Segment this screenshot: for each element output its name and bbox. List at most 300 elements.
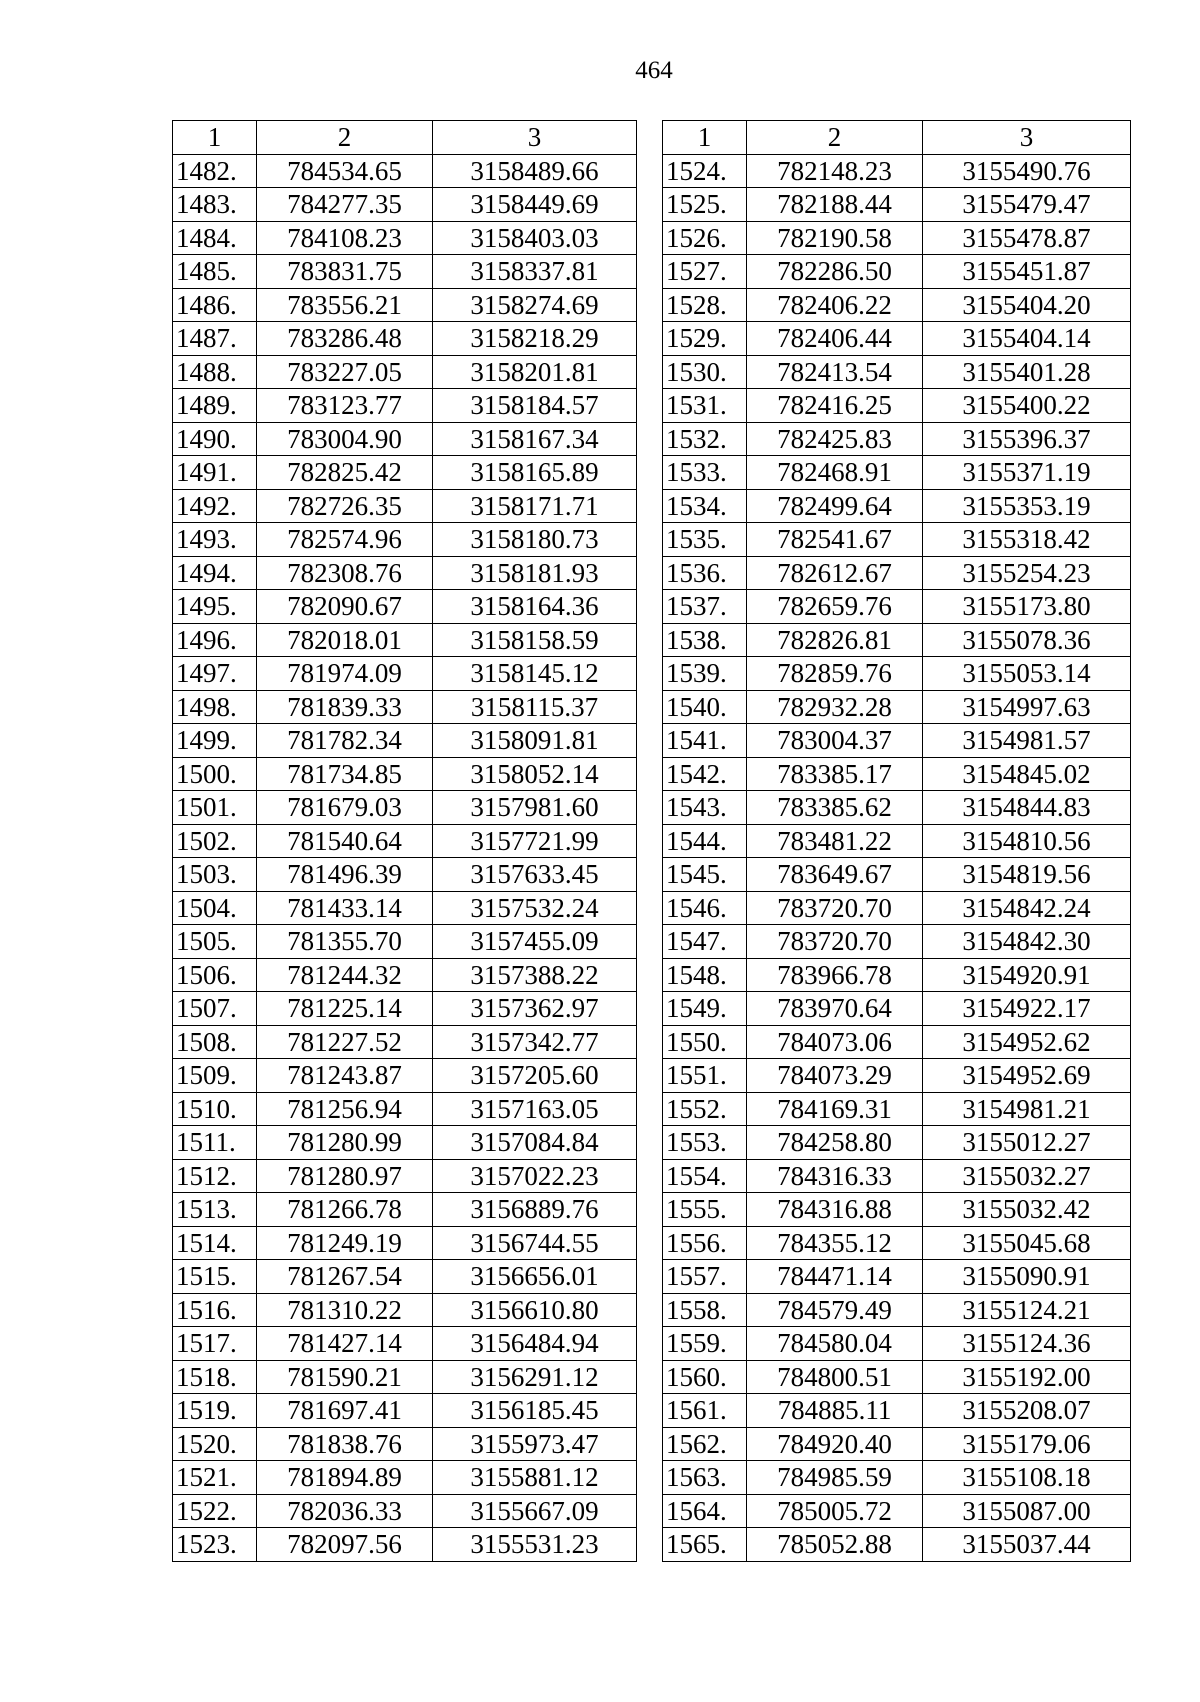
coordinate-y-cell: 3155090.91 [923, 1260, 1131, 1294]
column-header-2: 2 [257, 121, 433, 155]
point-number-cell: 1515. [173, 1260, 257, 1294]
table-row [173, 154, 637, 188]
point-number-cell: 1492. [173, 489, 257, 523]
coordinate-y-cell: 3157455.09 [433, 925, 637, 959]
table-row [663, 389, 1131, 423]
point-number-cell: 1502. [173, 824, 257, 858]
point-number-cell: 1532. [663, 422, 747, 456]
coordinate-x-cell: 784073.29 [747, 1059, 923, 1093]
coordinate-y-cell: 3155478.87 [923, 221, 1131, 255]
table-row [663, 1394, 1131, 1428]
coordinate-y-cell: 3158180.73 [433, 523, 637, 557]
coordinate-x-cell: 783720.70 [747, 891, 923, 925]
coordinate-x-cell: 781267.54 [257, 1260, 433, 1294]
table-row [173, 590, 637, 624]
coordinate-x-cell: 783123.77 [257, 389, 433, 423]
point-number-cell: 1547. [663, 925, 747, 959]
table-row [663, 489, 1131, 523]
coordinate-y-cell: 3158274.69 [433, 288, 637, 322]
table-row [663, 556, 1131, 590]
coordinate-x-cell: 782659.76 [747, 590, 923, 624]
table-row [663, 1427, 1131, 1461]
table-row [663, 791, 1131, 825]
coordinate-y-cell: 3156889.76 [433, 1193, 637, 1227]
table-row [173, 1360, 637, 1394]
table-row [173, 288, 637, 322]
point-number-cell: 1565. [663, 1528, 747, 1562]
table-row [663, 623, 1131, 657]
point-number-cell: 1554. [663, 1159, 747, 1193]
coordinate-x-cell: 782416.25 [747, 389, 923, 423]
table-row [173, 1059, 637, 1093]
table-row [173, 623, 637, 657]
coordinate-y-cell: 3155254.23 [923, 556, 1131, 590]
coordinate-y-cell: 3154981.57 [923, 724, 1131, 758]
point-number-cell: 1541. [663, 724, 747, 758]
point-number-cell: 1487. [173, 322, 257, 356]
point-number-cell: 1553. [663, 1126, 747, 1160]
coordinate-y-cell: 3157342.77 [433, 1025, 637, 1059]
table-row [663, 925, 1131, 959]
coordinate-x-cell: 781280.99 [257, 1126, 433, 1160]
point-number-cell: 1513. [173, 1193, 257, 1227]
table-row [173, 188, 637, 222]
table-row [173, 422, 637, 456]
coordinate-x-cell: 784108.23 [257, 221, 433, 255]
coordinate-y-cell: 3157633.45 [433, 858, 637, 892]
coordinate-x-cell: 782932.28 [747, 690, 923, 724]
coordinate-y-cell: 3155179.06 [923, 1427, 1131, 1461]
coordinate-x-cell: 783004.37 [747, 724, 923, 758]
coordinate-x-cell: 782406.22 [747, 288, 923, 322]
table-row [173, 355, 637, 389]
table-row [173, 1461, 637, 1495]
coordinate-y-cell: 3155396.37 [923, 422, 1131, 456]
coordinate-x-cell: 781244.32 [257, 958, 433, 992]
coordinates-table-left [172, 120, 637, 1562]
point-number-cell: 1495. [173, 590, 257, 624]
point-number-cell: 1491. [173, 456, 257, 490]
coordinate-y-cell: 3154952.62 [923, 1025, 1131, 1059]
point-number-cell: 1543. [663, 791, 747, 825]
table-row [173, 690, 637, 724]
point-number-cell: 1538. [663, 623, 747, 657]
table-row [173, 657, 637, 691]
coordinate-x-cell: 784580.04 [747, 1327, 923, 1361]
coordinate-y-cell: 3155087.00 [923, 1494, 1131, 1528]
coordinate-y-cell: 3158165.89 [433, 456, 637, 490]
coordinate-x-cell: 783227.05 [257, 355, 433, 389]
coordinate-y-cell: 3154845.02 [923, 757, 1131, 791]
coordinate-x-cell: 784316.33 [747, 1159, 923, 1193]
table-row [173, 221, 637, 255]
coordinate-y-cell: 3155353.19 [923, 489, 1131, 523]
point-number-cell: 1501. [173, 791, 257, 825]
coordinate-x-cell: 781266.78 [257, 1193, 433, 1227]
coordinate-x-cell: 781894.89 [257, 1461, 433, 1495]
coordinate-x-cell: 781590.21 [257, 1360, 433, 1394]
coordinate-x-cell: 784355.12 [747, 1226, 923, 1260]
coordinate-y-cell: 3158052.14 [433, 757, 637, 791]
table-header-row [173, 121, 637, 155]
point-number-cell: 1518. [173, 1360, 257, 1394]
table-row [663, 657, 1131, 691]
coordinate-y-cell: 3155490.76 [923, 154, 1131, 188]
table-row [173, 958, 637, 992]
coordinate-y-cell: 3154920.91 [923, 958, 1131, 992]
coordinate-x-cell: 781782.34 [257, 724, 433, 758]
point-number-cell: 1507. [173, 992, 257, 1026]
coordinate-y-cell: 3158184.57 [433, 389, 637, 423]
coordinate-x-cell: 783004.90 [257, 422, 433, 456]
coordinate-x-cell: 782286.50 [747, 255, 923, 289]
table-row [663, 188, 1131, 222]
table-row [663, 1327, 1131, 1361]
coordinate-y-cell: 3154844.83 [923, 791, 1131, 825]
coordinate-y-cell: 3155192.00 [923, 1360, 1131, 1394]
point-number-cell: 1517. [173, 1327, 257, 1361]
coordinate-y-cell: 3158201.81 [433, 355, 637, 389]
coordinate-y-cell: 3155404.20 [923, 288, 1131, 322]
coordinate-x-cell: 784885.11 [747, 1394, 923, 1428]
coordinate-x-cell: 781225.14 [257, 992, 433, 1026]
coordinate-x-cell: 782308.76 [257, 556, 433, 590]
coordinate-y-cell: 3157084.84 [433, 1126, 637, 1160]
point-number-cell: 1530. [663, 355, 747, 389]
table-row [663, 456, 1131, 490]
coordinate-y-cell: 3156291.12 [433, 1360, 637, 1394]
coordinate-x-cell: 782612.67 [747, 556, 923, 590]
coordinate-y-cell: 3154810.56 [923, 824, 1131, 858]
table-row [663, 355, 1131, 389]
coordinate-x-cell: 782090.67 [257, 590, 433, 624]
table-row [173, 523, 637, 557]
point-number-cell: 1523. [173, 1528, 257, 1562]
table-row [663, 154, 1131, 188]
point-number-cell: 1496. [173, 623, 257, 657]
table-row [663, 690, 1131, 724]
point-number-cell: 1511. [173, 1126, 257, 1160]
point-number-cell: 1535. [663, 523, 747, 557]
point-number-cell: 1528. [663, 288, 747, 322]
table-row [173, 1528, 637, 1562]
point-number-cell: 1531. [663, 389, 747, 423]
coordinate-y-cell: 3155053.14 [923, 657, 1131, 691]
coordinate-x-cell: 781679.03 [257, 791, 433, 825]
coordinate-y-cell: 3155881.12 [433, 1461, 637, 1495]
coordinate-x-cell: 781355.70 [257, 925, 433, 959]
table-row [173, 556, 637, 590]
point-number-cell: 1526. [663, 221, 747, 255]
coordinate-y-cell: 3155404.14 [923, 322, 1131, 356]
coordinate-x-cell: 782468.91 [747, 456, 923, 490]
point-number-cell: 1510. [173, 1092, 257, 1126]
table-row [173, 858, 637, 892]
point-number-cell: 1500. [173, 757, 257, 791]
coordinate-x-cell: 781310.22 [257, 1293, 433, 1327]
point-number-cell: 1542. [663, 757, 747, 791]
coordinate-x-cell: 781243.87 [257, 1059, 433, 1093]
point-number-cell: 1527. [663, 255, 747, 289]
coordinate-x-cell: 783385.17 [747, 757, 923, 791]
coordinate-y-cell: 3154842.24 [923, 891, 1131, 925]
coordinate-x-cell: 784258.80 [747, 1126, 923, 1160]
coordinate-x-cell: 781496.39 [257, 858, 433, 892]
table-row [173, 1092, 637, 1126]
coordinate-x-cell: 781227.52 [257, 1025, 433, 1059]
table-row [663, 1092, 1131, 1126]
coordinate-x-cell: 781427.14 [257, 1327, 433, 1361]
point-number-cell: 1548. [663, 958, 747, 992]
coordinate-y-cell: 3158181.93 [433, 556, 637, 590]
point-number-cell: 1560. [663, 1360, 747, 1394]
point-number-cell: 1545. [663, 858, 747, 892]
point-number-cell: 1512. [173, 1159, 257, 1193]
table-row [663, 1293, 1131, 1327]
point-number-cell: 1508. [173, 1025, 257, 1059]
coordinate-x-cell: 783966.78 [747, 958, 923, 992]
point-number-cell: 1516. [173, 1293, 257, 1327]
table-row [173, 925, 637, 959]
coordinate-x-cell: 781249.19 [257, 1226, 433, 1260]
coordinate-y-cell: 3155479.47 [923, 188, 1131, 222]
point-number-cell: 1490. [173, 422, 257, 456]
coordinate-y-cell: 3155400.22 [923, 389, 1131, 423]
coordinate-x-cell: 783649.67 [747, 858, 923, 892]
coordinate-y-cell: 3156610.80 [433, 1293, 637, 1327]
coordinate-x-cell: 784920.40 [747, 1427, 923, 1461]
coordinate-x-cell: 784800.51 [747, 1360, 923, 1394]
coordinate-y-cell: 3156185.45 [433, 1394, 637, 1428]
coordinate-x-cell: 782188.44 [747, 188, 923, 222]
point-number-cell: 1552. [663, 1092, 747, 1126]
coordinate-y-cell: 3155371.19 [923, 456, 1131, 490]
point-number-cell: 1486. [173, 288, 257, 322]
coordinate-y-cell: 3155124.21 [923, 1293, 1131, 1327]
point-number-cell: 1522. [173, 1494, 257, 1528]
coordinate-x-cell: 782406.44 [747, 322, 923, 356]
point-number-cell: 1562. [663, 1427, 747, 1461]
point-number-cell: 1494. [173, 556, 257, 590]
point-number-cell: 1557. [663, 1260, 747, 1294]
point-number-cell: 1497. [173, 657, 257, 691]
coordinate-x-cell: 784534.65 [257, 154, 433, 188]
point-number-cell: 1483. [173, 188, 257, 222]
table-row [663, 1025, 1131, 1059]
coordinate-y-cell: 3154952.69 [923, 1059, 1131, 1093]
column-header-2: 2 [747, 121, 923, 155]
coordinate-x-cell: 781838.76 [257, 1427, 433, 1461]
coordinate-x-cell: 782825.42 [257, 456, 433, 490]
coordinate-y-cell: 3157721.99 [433, 824, 637, 858]
table-row [173, 456, 637, 490]
coordinate-x-cell: 782036.33 [257, 1494, 433, 1528]
table-row [663, 1059, 1131, 1093]
point-number-cell: 1564. [663, 1494, 747, 1528]
point-number-cell: 1529. [663, 322, 747, 356]
point-number-cell: 1482. [173, 154, 257, 188]
coordinate-y-cell: 3155973.47 [433, 1427, 637, 1461]
coordinate-y-cell: 3155667.09 [433, 1494, 637, 1528]
point-number-cell: 1534. [663, 489, 747, 523]
coordinate-y-cell: 3158091.81 [433, 724, 637, 758]
point-number-cell: 1539. [663, 657, 747, 691]
coordinate-y-cell: 3157163.05 [433, 1092, 637, 1126]
coordinate-x-cell: 781734.85 [257, 757, 433, 791]
table-row [663, 1461, 1131, 1495]
table-row [663, 1494, 1131, 1528]
table-row [663, 958, 1131, 992]
table-row [663, 1260, 1131, 1294]
coordinate-y-cell: 3158171.71 [433, 489, 637, 523]
table-row [663, 757, 1131, 791]
point-number-cell: 1537. [663, 590, 747, 624]
coordinate-y-cell: 3155173.80 [923, 590, 1131, 624]
table-row [663, 824, 1131, 858]
table-row [173, 255, 637, 289]
coordinate-x-cell: 781540.64 [257, 824, 433, 858]
point-number-cell: 1549. [663, 992, 747, 1026]
table-row [663, 523, 1131, 557]
point-number-cell: 1546. [663, 891, 747, 925]
table-row [173, 1394, 637, 1428]
coordinate-y-cell: 3155045.68 [923, 1226, 1131, 1260]
table-row [663, 322, 1131, 356]
table-row [173, 891, 637, 925]
coordinate-x-cell: 782574.96 [257, 523, 433, 557]
coordinate-x-cell: 782826.81 [747, 623, 923, 657]
coordinate-y-cell: 3155032.27 [923, 1159, 1131, 1193]
coordinate-y-cell: 3154997.63 [923, 690, 1131, 724]
table-row [173, 1193, 637, 1227]
coordinate-y-cell: 3157205.60 [433, 1059, 637, 1093]
coordinate-x-cell: 784169.31 [747, 1092, 923, 1126]
coordinate-x-cell: 784073.06 [747, 1025, 923, 1059]
point-number-cell: 1525. [663, 188, 747, 222]
coordinate-x-cell: 781839.33 [257, 690, 433, 724]
coordinate-y-cell: 3157362.97 [433, 992, 637, 1026]
point-number-cell: 1505. [173, 925, 257, 959]
coordinate-y-cell: 3158449.69 [433, 188, 637, 222]
coordinate-x-cell: 782726.35 [257, 489, 433, 523]
coordinate-x-cell: 784316.88 [747, 1193, 923, 1227]
table-row [663, 288, 1131, 322]
coordinate-y-cell: 3155032.42 [923, 1193, 1131, 1227]
table-row [173, 791, 637, 825]
coordinate-y-cell: 3158218.29 [433, 322, 637, 356]
coordinate-x-cell: 781697.41 [257, 1394, 433, 1428]
point-number-cell: 1484. [173, 221, 257, 255]
table-row [663, 992, 1131, 1026]
coordinate-x-cell: 782190.58 [747, 221, 923, 255]
table-row [173, 992, 637, 1026]
point-number-cell: 1551. [663, 1059, 747, 1093]
table-row [663, 1159, 1131, 1193]
table-row [173, 1327, 637, 1361]
point-number-cell: 1558. [663, 1293, 747, 1327]
coordinate-y-cell: 3158115.37 [433, 690, 637, 724]
coordinate-y-cell: 3158145.12 [433, 657, 637, 691]
coordinate-y-cell: 3158167.34 [433, 422, 637, 456]
point-number-cell: 1504. [173, 891, 257, 925]
table-row [173, 724, 637, 758]
table-row [663, 255, 1131, 289]
table-row [173, 757, 637, 791]
coordinate-y-cell: 3157981.60 [433, 791, 637, 825]
coordinate-y-cell: 3155012.27 [923, 1126, 1131, 1160]
coordinate-y-cell: 3158403.03 [433, 221, 637, 255]
point-number-cell: 1524. [663, 154, 747, 188]
point-number-cell: 1506. [173, 958, 257, 992]
point-number-cell: 1498. [173, 690, 257, 724]
table-row [663, 724, 1131, 758]
table-row [663, 221, 1131, 255]
point-number-cell: 1503. [173, 858, 257, 892]
table-row [173, 1427, 637, 1461]
coordinate-y-cell: 3158337.81 [433, 255, 637, 289]
coordinate-x-cell: 782148.23 [747, 154, 923, 188]
coordinates-table-right [662, 120, 1131, 1562]
coordinate-x-cell: 783286.48 [257, 322, 433, 356]
column-header-3: 3 [433, 121, 637, 155]
point-number-cell: 1493. [173, 523, 257, 557]
table-row [663, 1226, 1131, 1260]
coordinate-x-cell: 782541.67 [747, 523, 923, 557]
coordinate-x-cell: 783831.75 [257, 255, 433, 289]
column-header-1: 1 [173, 121, 257, 155]
coordinate-x-cell: 785052.88 [747, 1528, 923, 1562]
coordinate-y-cell: 3157388.22 [433, 958, 637, 992]
table-row [173, 1494, 637, 1528]
coordinate-y-cell: 3155078.36 [923, 623, 1131, 657]
coordinate-x-cell: 781280.97 [257, 1159, 433, 1193]
coordinate-y-cell: 3155318.42 [923, 523, 1131, 557]
coordinate-x-cell: 782859.76 [747, 657, 923, 691]
coordinate-x-cell: 784277.35 [257, 188, 433, 222]
coordinate-x-cell: 783556.21 [257, 288, 433, 322]
point-number-cell: 1514. [173, 1226, 257, 1260]
coordinate-x-cell: 784579.49 [747, 1293, 923, 1327]
coordinate-y-cell: 3158164.36 [433, 590, 637, 624]
coordinate-y-cell: 3155531.23 [433, 1528, 637, 1562]
coordinate-y-cell: 3155451.87 [923, 255, 1131, 289]
point-number-cell: 1521. [173, 1461, 257, 1495]
point-number-cell: 1485. [173, 255, 257, 289]
page-number: 464 [635, 57, 673, 84]
point-number-cell: 1540. [663, 690, 747, 724]
coordinate-x-cell: 782425.83 [747, 422, 923, 456]
coordinate-y-cell: 3155108.18 [923, 1461, 1131, 1495]
coordinate-x-cell: 781256.94 [257, 1092, 433, 1126]
table-row [173, 1159, 637, 1193]
coordinate-y-cell: 3158158.59 [433, 623, 637, 657]
coordinate-y-cell: 3157532.24 [433, 891, 637, 925]
point-number-cell: 1533. [663, 456, 747, 490]
coordinate-y-cell: 3155124.36 [923, 1327, 1131, 1361]
table-row [173, 489, 637, 523]
coordinate-y-cell: 3156484.94 [433, 1327, 637, 1361]
coordinate-y-cell: 3155401.28 [923, 355, 1131, 389]
coordinate-y-cell: 3155208.07 [923, 1394, 1131, 1428]
point-number-cell: 1544. [663, 824, 747, 858]
coordinate-x-cell: 782499.64 [747, 489, 923, 523]
coordinate-x-cell: 781974.09 [257, 657, 433, 691]
point-number-cell: 1499. [173, 724, 257, 758]
point-number-cell: 1563. [663, 1461, 747, 1495]
coordinate-y-cell: 3157022.23 [433, 1159, 637, 1193]
table-row [663, 1360, 1131, 1394]
table-row [663, 1126, 1131, 1160]
